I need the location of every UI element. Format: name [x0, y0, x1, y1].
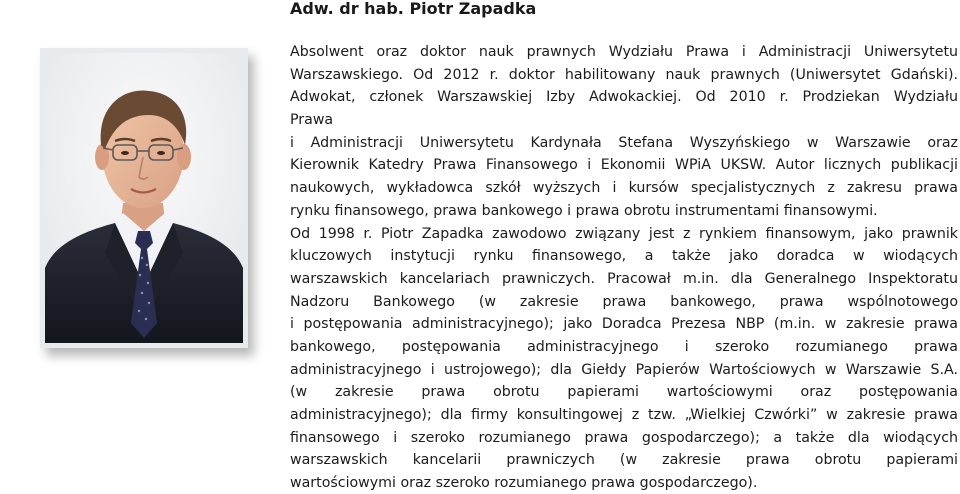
portrait-photo: [45, 53, 243, 343]
biography-text: [290, 41, 958, 494]
bio-line: Adwokat, członek Warszawskiej Izby Adwokackiej. Od 2010 r. Prodziekan Wydziału: [290, 89, 958, 106]
bio-line: Prawa: [290, 112, 334, 129]
person-name: Adw. dr hab. Piotr Zapadka: [290, 0, 537, 18]
bio-line: warszawskich kancelariach prawniczych. Pracował m.in. dla Generalnego Inspektoratu: [290, 270, 958, 287]
bio-line: i postępowania administracyjnego); jako Doradca Prezesa NBP (m.in. w zakresie prawa: [290, 316, 958, 333]
bio-line: Nadzoru Bankowego (w zakresie prawa bankowego, prawa wspólnotowego: [290, 293, 958, 310]
bio-line: bankowego, postępowania administracyjnego i szeroko rozumianego prawa: [290, 338, 958, 355]
bio-line: kluczowych instytucji rynku finansowego, a także jako doradca w wiodących: [290, 248, 958, 265]
bio-line: i Administracji Uniwersytetu Kardynała Stefana Wyszyńskiego w Warszawie oraz: [290, 134, 958, 151]
bio-line: (w zakresie prawa obrotu papierami wartościowymi oraz postępowania: [290, 384, 958, 401]
bio-line: administracyjnego); dla firmy konsultingowej z tzw. „Wielkiej Czwórki” w zakresie prawa: [290, 407, 958, 423]
portrait-frame: [40, 48, 248, 348]
bio-line: Kierownik Katedry Prawa Finansowego i Ekonomii WPiA UKSW. Autor licznych publikacji: [290, 157, 958, 174]
bio-line: wartościowymi oraz szeroko rozumianego prawa gospodarczego).: [290, 475, 758, 492]
bio-line: Warszawskiego. Od 2012 r. doktor habilitowany nauk prawnych (Uniwersytet Gdański).: [290, 66, 958, 83]
bio-line: rynku finansowego, prawa bankowego i prawa obrotu instrumentami finansowymi.: [290, 202, 878, 219]
bio-line: finansowego i szeroko rozumianego prawa gospodarczego); a także dla wiodących: [290, 429, 958, 446]
bio-line: warszawskich kancelarii prawniczych (w zakresie prawa obrotu papierami: [290, 452, 958, 469]
bio-line: naukowych, wykładowca szkół wyższych i kursów specjalistycznych z zakresu prawa: [290, 180, 958, 197]
portrait-image: [45, 53, 243, 343]
bio-line: Absolwent oraz doktor nauk prawnych Wydziału Prawa i Administracji Uniwersytetu: [290, 44, 958, 60]
bio-line: administracyjnego i ustrojowego); dla Giełdy Papierów Wartościowych w Warszawie S.A.: [290, 361, 958, 378]
bio-line: Od 1998 r. Piotr Zapadka zawodowo związany jest z rynkiem finansowym, jako prawnik: [290, 225, 958, 242]
